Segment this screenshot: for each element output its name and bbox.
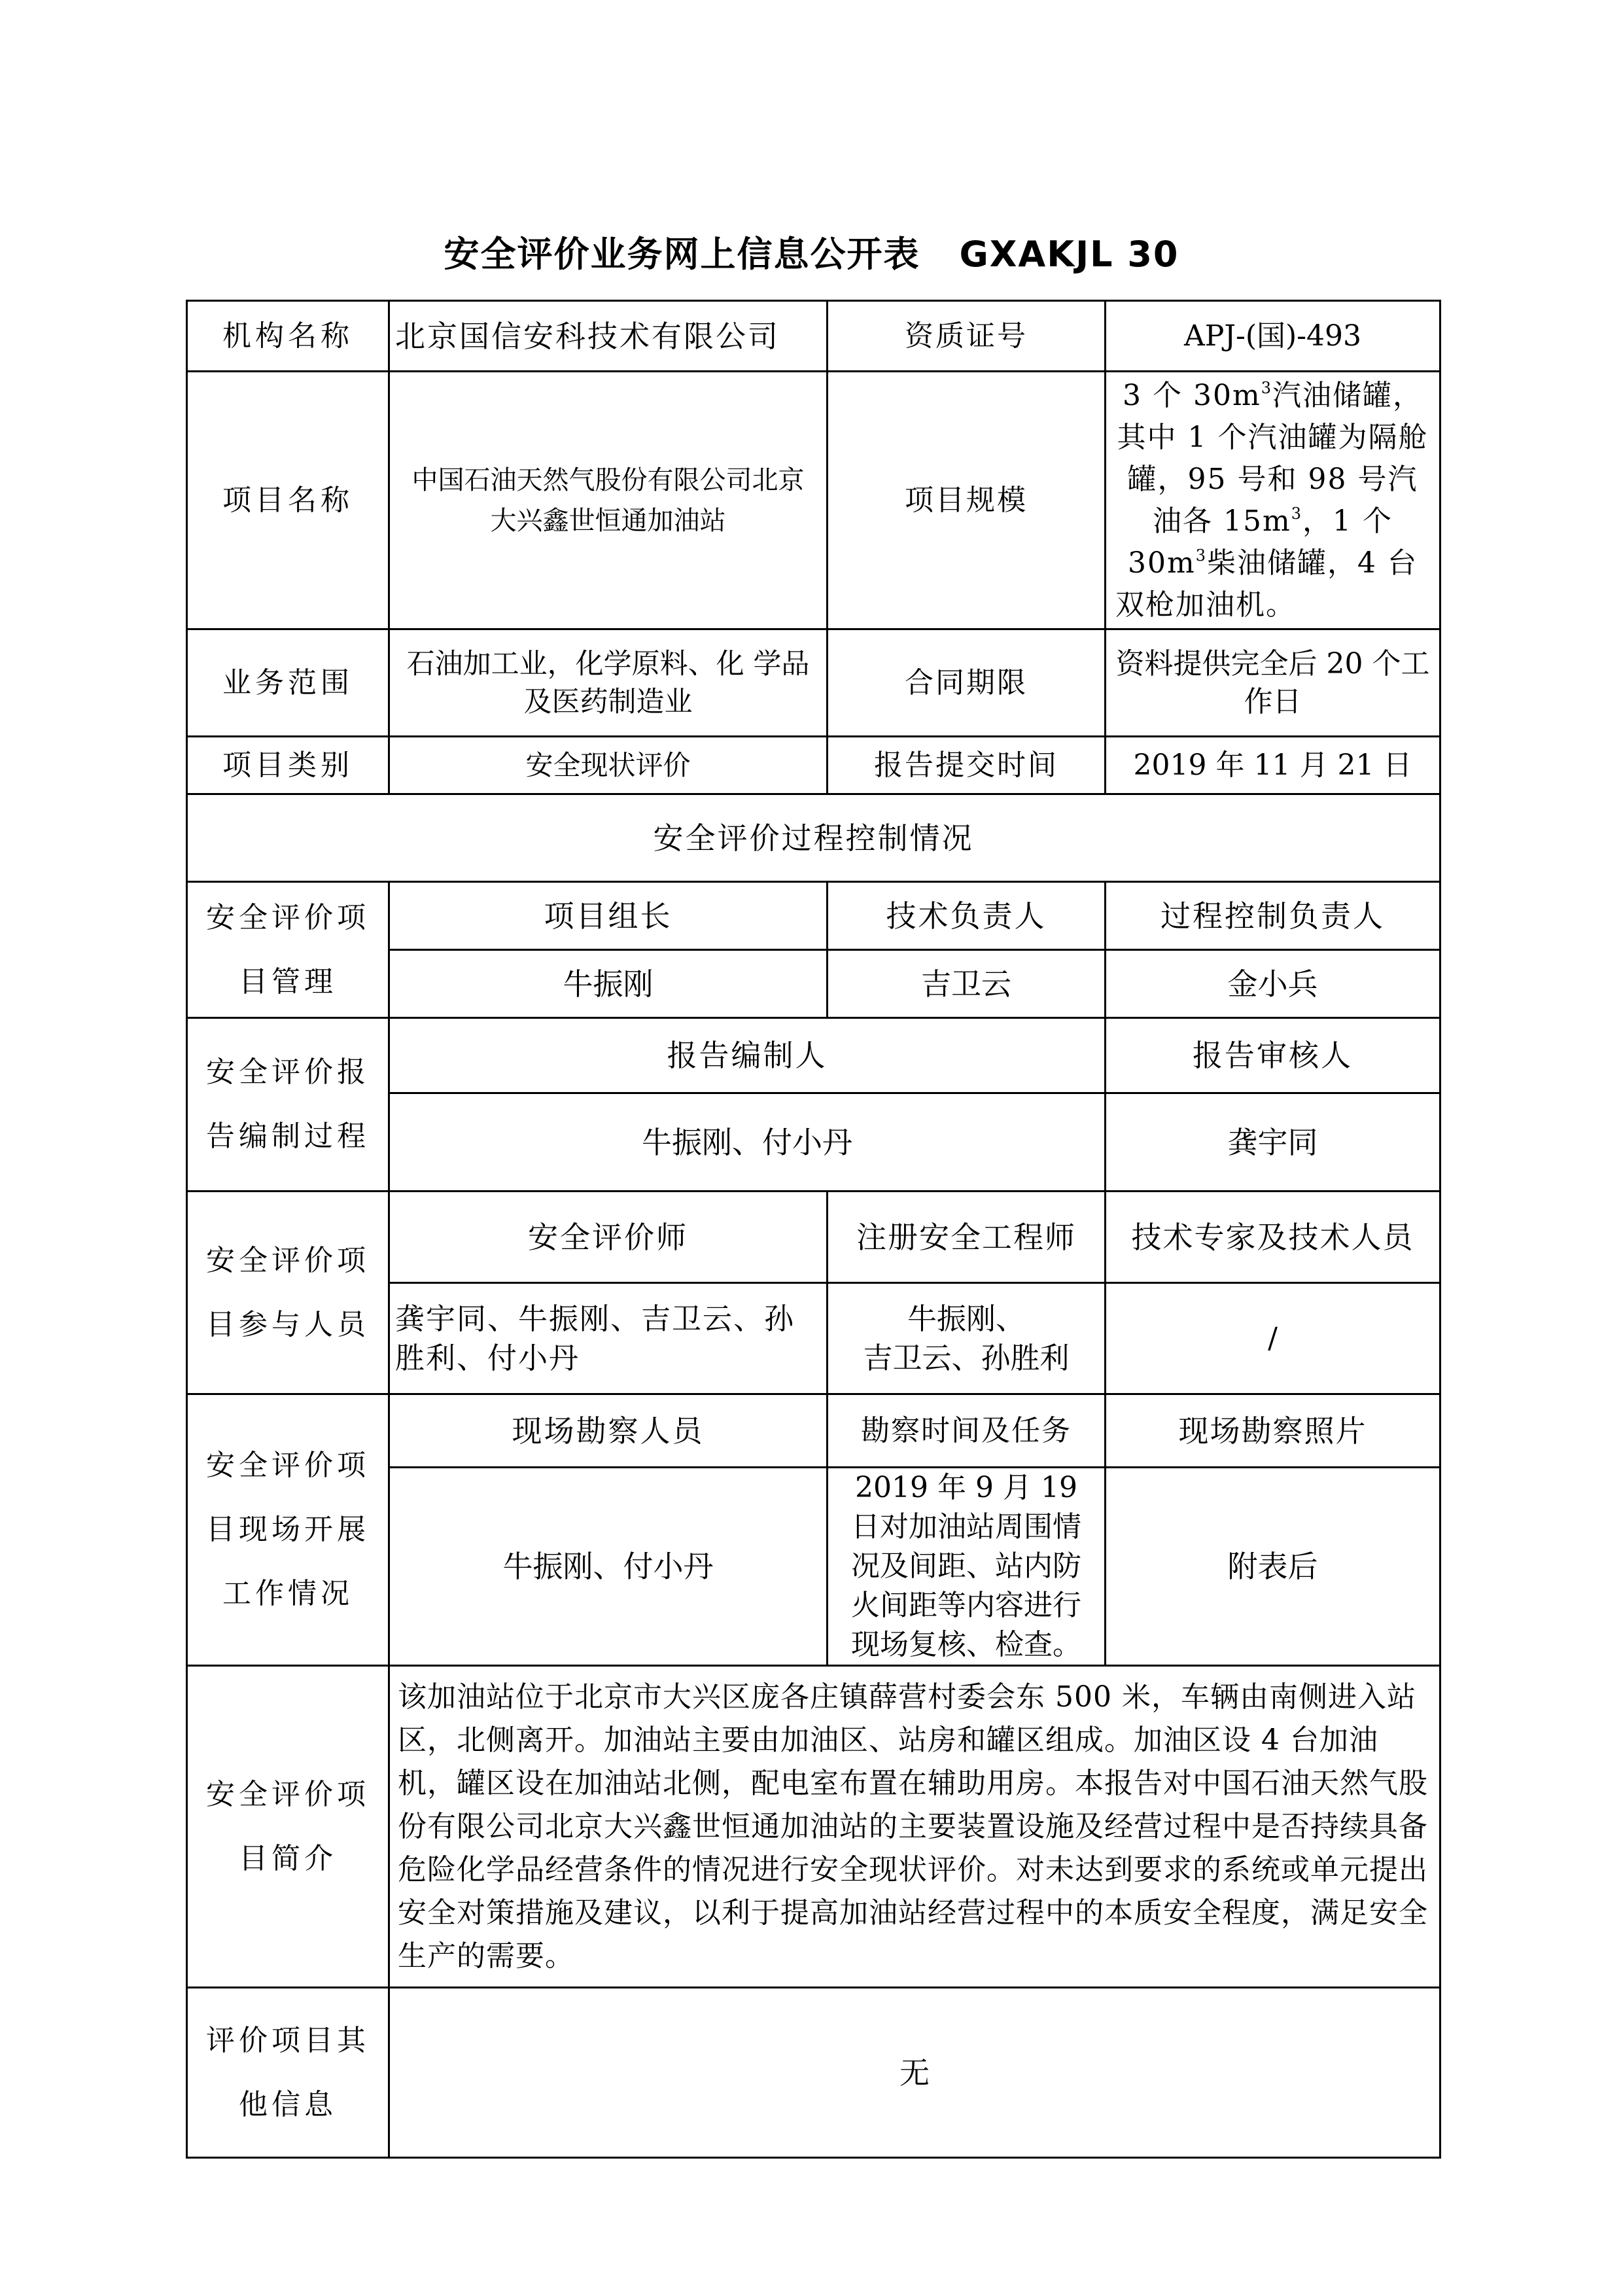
site-photo-label: 现场勘察照片 (1106, 1394, 1440, 1468)
site-label: 安全评价项目现场开展工作情况 (187, 1394, 389, 1666)
table-row (187, 1666, 1440, 1988)
table-row (187, 372, 1440, 629)
assessor-label: 安全评价师 (389, 1192, 828, 1283)
site-time-value: 2019 年 9 月 19 日对加油站周围情况及间距、站内防火间距等内容进行现场复核、检查。 (828, 1468, 1106, 1666)
summary-label: 安全评价项目简介 (187, 1666, 389, 1988)
scale-text-3: ，1 个 30m (1128, 504, 1393, 580)
business-value: 石油加工业，化学原料、化 学品及医药制造业 (389, 629, 828, 737)
table-row (187, 301, 1440, 372)
mgmt-label: 安全评价项目管理 (187, 882, 389, 1018)
other-label: 评价项目其他信息 (187, 1988, 389, 2158)
expert-value: / (1106, 1283, 1440, 1394)
other-value: 无 (389, 1988, 1440, 2158)
scale-text-4: 柴油储罐，4 台双枪加油机。 (1115, 546, 1418, 622)
participants-label: 安全评价项目参与人员 (187, 1192, 389, 1394)
assessor-value: 龚宇同、牛振刚、吉卫云、孙胜利、付小丹 (389, 1283, 828, 1394)
org-value: 北京国信安科技术有限公司 (389, 301, 828, 372)
engineer-value (828, 1283, 1106, 1394)
writer-value: 牛振刚、付小丹 (389, 1093, 1106, 1192)
scale-sup-3: 3 (1195, 546, 1207, 565)
reviewer-label: 报告审核人 (1106, 1018, 1440, 1093)
project-value: 中国石油天然气股份有限公司北京大兴鑫世恒通加油站 (389, 372, 828, 629)
scale-text-1: 3 个 30m (1123, 378, 1261, 412)
table-row (187, 629, 1440, 737)
org-label: 机构名称 (187, 301, 389, 372)
table-row (187, 737, 1440, 794)
business-label: 业务范围 (187, 629, 389, 737)
site-staff-value: 牛振刚、付小丹 (389, 1468, 828, 1666)
table-row (187, 882, 1440, 950)
table-row (187, 1394, 1440, 1468)
engineer-line-2: 吉卫云、孙胜利 (863, 1340, 1070, 1375)
engineer-label: 注册安全工程师 (828, 1192, 1106, 1283)
leader-value: 牛振刚 (389, 950, 828, 1018)
contract-label: 合同期限 (828, 629, 1106, 737)
compile-label: 安全评价报告编制过程 (187, 1018, 389, 1192)
control-value: 金小兵 (1106, 950, 1440, 1018)
site-staff-label: 现场勘察人员 (389, 1394, 828, 1468)
report-time-label: 报告提交时间 (828, 737, 1106, 794)
scale-sup-1: 3 (1261, 378, 1272, 397)
site-photo-value: 附表后 (1106, 1468, 1440, 1666)
section-title: 安全评价过程控制情况 (187, 794, 1440, 882)
table-row (187, 1192, 1440, 1283)
leader-label: 项目组长 (389, 882, 828, 950)
scale-value (1106, 372, 1440, 629)
title-text: 安全评价业务网上信息公开表 (444, 234, 920, 275)
writer-label: 报告编制人 (389, 1018, 1106, 1093)
reviewer-value: 龚宇同 (1106, 1093, 1440, 1192)
scale-text-2: 汽油储罐，其中 1 个汽油罐为隔舱罐，95 号和 98 号汽油各 15m (1117, 378, 1429, 538)
engineer-line-1: 牛振刚、 (907, 1301, 1025, 1336)
report-time-value: 2019 年 11 月 21 日 (1106, 737, 1440, 794)
cert-value: APJ-(国)-493 (1106, 301, 1440, 372)
tech-label: 技术负责人 (828, 882, 1106, 950)
disclosure-table (186, 300, 1441, 2159)
expert-label: 技术专家及技术人员 (1106, 1192, 1440, 1283)
cert-label: 资质证号 (828, 301, 1106, 372)
table-row (187, 1018, 1440, 1093)
document-title (0, 226, 1623, 277)
scale-label: 项目规模 (828, 372, 1106, 629)
table-row (187, 1988, 1440, 2158)
table-row (187, 794, 1440, 882)
form-code: GXAKJL 30 (959, 234, 1179, 275)
project-label: 项目名称 (187, 372, 389, 629)
type-value: 安全现状评价 (389, 737, 828, 794)
control-label: 过程控制负责人 (1106, 882, 1440, 950)
summary-value: 该加油站位于北京市大兴区庞各庄镇薛营村委会东 500 米，车辆由南侧进入站区，北侧离开。加油站主要由加油区、站房和罐区组成。加油区设 4 台加油机，罐区设在加油站北侧，配电室布置在辅助用房。本报告对中国石油天然气股份有限公司北京大兴鑫世恒通加油站的主要装置设施及经营过程中是否持续具备危险化学品经营条件的情况进行安全现状评价。对未达到要求的系统或单元提出安全对策措施及建议，以利于提高加油站经营过程中的本质安全程度，满足安全生产的需要。 (389, 1666, 1440, 1988)
scale-sup-2: 3 (1291, 504, 1302, 523)
tech-value: 吉卫云 (828, 950, 1106, 1018)
site-time-label: 勘察时间及任务 (828, 1394, 1106, 1468)
contract-value: 资料提供完全后 20 个工作日 (1106, 629, 1440, 737)
type-label: 项目类别 (187, 737, 389, 794)
